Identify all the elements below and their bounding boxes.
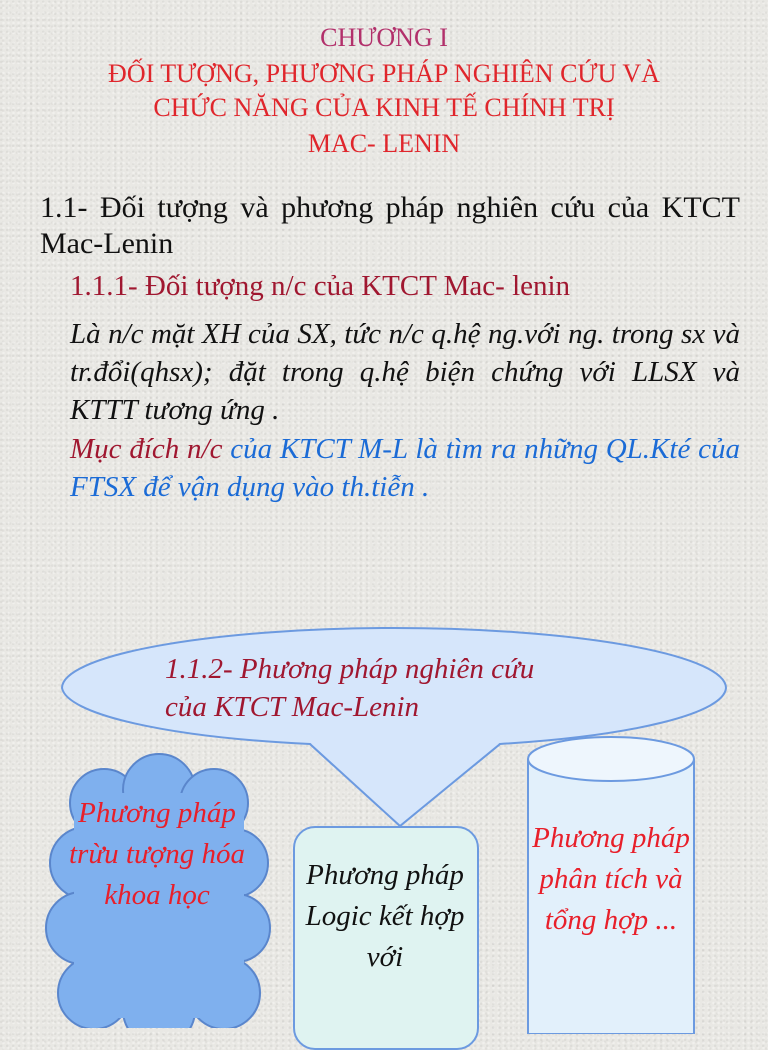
method-heading-line-2: của KTCT Mac-Lenin bbox=[165, 691, 420, 723]
method-heading-line-1: 1.1.2- Phương pháp nghiên cứu bbox=[165, 653, 535, 685]
cylinder-text: Phương pháp phân tích và tổng hợp ... bbox=[532, 822, 690, 936]
definition-paragraph: Là n/c mặt XH của SX, tức n/c q.hệ ng.với ng. trong sx và tr.đổi(qhsx); đặt trong q.hệ biện chứng với LLSX và KTTT tương ứng . bbox=[70, 318, 740, 426]
rounded-rect-text: Phương pháp Logic kết hợp với bbox=[305, 859, 465, 973]
purpose-body: của KTCT M-L là tìm ra những QL.Kté của FTSX để vận dụng vào th.tiễn . bbox=[70, 433, 740, 503]
cloud-text: Phương pháp trừu tượng hóa khoa học bbox=[68, 797, 245, 911]
purpose-lead: Mục đích n/c bbox=[70, 433, 231, 465]
method-heading bbox=[165, 650, 645, 726]
chapter-title-line-1: ĐỐI TƯỢNG, PHƯƠNG PHÁP NGHIÊN CỨU VÀ bbox=[108, 59, 660, 88]
purpose-paragraph bbox=[70, 430, 740, 506]
chapter-title-line-2: CHỨC NĂNG CỦA KINH TẾ CHÍNH TRỊ bbox=[153, 93, 615, 122]
chapter-label: CHƯƠNG I bbox=[320, 23, 448, 52]
section-1-1-1-heading: 1.1.1- Đối tượng n/c của KTCT Mac- lenin bbox=[70, 270, 571, 302]
section-1-1-heading: 1.1- Đối tượng và phương pháp nghiên cứu của KTCT Mac-Lenin bbox=[40, 191, 740, 260]
chapter-title-line-3: MAC- LENIN bbox=[307, 129, 461, 158]
